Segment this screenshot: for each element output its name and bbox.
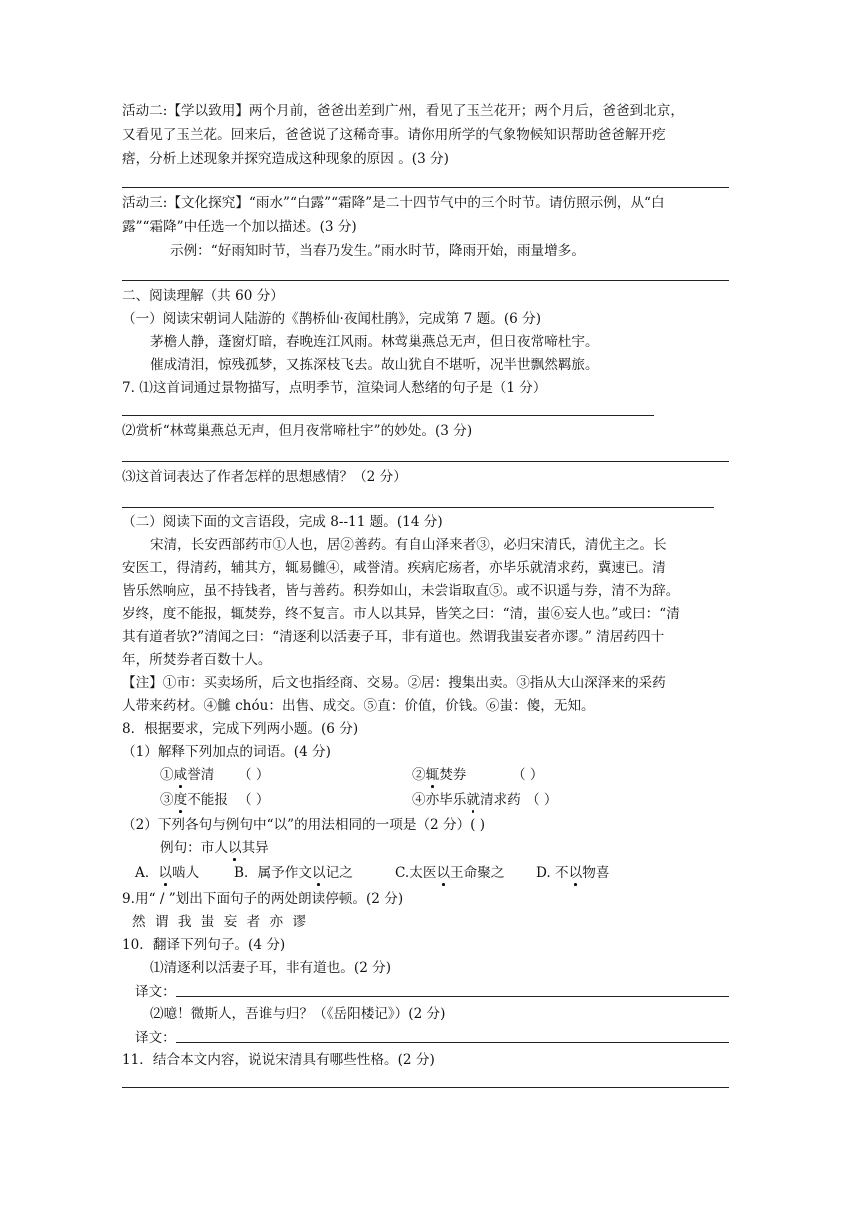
answer-line xyxy=(122,507,714,508)
answer-line xyxy=(122,280,729,281)
passage-line: 岁终，度不能报，辄焚券，终不复言。市人以其异，皆笑之曰：“清，蚩⑥妄人也。”或曰：“清 xyxy=(122,606,680,622)
answer-paren: （ ） xyxy=(512,767,544,783)
annotation-line: 【注】①市：买卖场所，后文也指经商、交易。②居：搜集出卖。③指从大山深泽来的采药 xyxy=(122,675,666,691)
question-9-title: 9.用“ / ”划出下面句子的两处朗读停顿。(2 分) xyxy=(122,891,404,907)
passage-line: 其有道者欤?”清闻之曰：“清逐利以活妻子耳，非有道也。然谓我蚩妄者亦谬。” 清居药四十 xyxy=(122,629,665,645)
question-7-1: 7. ⑴这首词通过景物描写，点明季节，渲染词人愁绪的句子是（1 分） xyxy=(122,380,547,396)
question-9-sentence: 然 谓 我 蚩 妄 者 亦 谬 xyxy=(132,914,306,930)
answer-line xyxy=(176,1042,729,1043)
example-sentence: 例句：市人以其异 xyxy=(160,840,269,856)
option-d: D. 不以物喜 xyxy=(536,865,610,881)
question-10-sentence-2: ⑵噫！微斯人，吾谁与归？（《岳阳楼记》）(2 分) xyxy=(150,1006,446,1022)
vocab-item-1: ①咸誉清 xyxy=(160,767,215,783)
answer-paren: （ ） xyxy=(238,792,270,808)
answer-line xyxy=(176,996,729,997)
vocab-item-3: ③度不能报 xyxy=(160,792,228,808)
answer-paren: （ ） xyxy=(238,767,270,783)
question-7-2: ⑵赏析“林莺巢燕总无声，但月夜常啼杜宇”的妙处。(3 分) xyxy=(122,423,473,439)
activity-2-line: 又看见了玉兰花。回来后，爸爸说了这稀奇事。请你用所学的气象物候知识帮助爸爸解开疙 xyxy=(122,127,666,143)
question-8-sub1: （1）解释下列加点的词语。(4 分) xyxy=(122,744,331,760)
activity-3-line: 活动三:【文化探究】“雨水”“白露”“霜降”是二十四节气中的三个时节。请仿照示例，从“白 xyxy=(122,195,665,211)
poem-line: 催成清泪，惊残孤梦，又拣深枝飞去。故山犹自不堪听，况半世飘然羁旅。 xyxy=(150,357,599,373)
question-10-title: 10．翻译下列句子。(4 分) xyxy=(122,937,286,953)
translation-label: 译文： xyxy=(135,984,176,1000)
question-8-sub2: （2）下列各句与例句中“以”的用法相同的一项是（2 分）( ) xyxy=(122,817,486,833)
part-1-intro: （一）阅读宋朝词人陆游的《鹊桥仙·夜闻杜鹃》，完成第 7 题。(6 分) xyxy=(122,311,542,327)
dotted-char: 度 xyxy=(173,792,188,808)
dotted-char: 以 xyxy=(311,865,326,881)
passage-line: 宋清，长安西部药市①人也，居②善药。有自山泽来者③，必归宋清氏，清优主之。长 xyxy=(150,537,667,553)
answer-line xyxy=(122,1087,729,1088)
passage-line: 安医工，得清药，辅其方，辄易雠④，咸誉清。疾病庀疡者，亦毕乐就清求药，冀速已。清 xyxy=(122,560,666,576)
option-a: A．以啮人 xyxy=(135,865,200,881)
option-b: B．属予作文以记之 xyxy=(234,865,353,881)
activity-3-example: 示例：“好雨知时节，当春乃发生。”雨水时节，降雨开始，雨量增多。 xyxy=(170,243,585,259)
passage-line: 皆乐然响应，虽不持钱者，皆与善药。积券如山，未尝诣取直⑤。或不识遥与券，清不为辞。 xyxy=(122,583,680,599)
dotted-char: 以 xyxy=(158,865,173,881)
dotted-char: 以 xyxy=(436,865,451,881)
part-2-intro: （二）阅读下面的文言语段，完成 8--11 题。(14 分) xyxy=(122,514,443,530)
option-c: C.太医以王命聚之 xyxy=(395,865,505,881)
activity-2-line: 瘩，分析上述现象并探究造成这种现象的原因 。(3 分) xyxy=(122,151,449,167)
dotted-char: 咸 xyxy=(173,767,188,783)
answer-line xyxy=(122,187,729,188)
answer-line xyxy=(122,415,654,416)
dotted-char: 就 xyxy=(466,792,480,808)
vocab-item-2: ②辄焚券 xyxy=(412,767,467,783)
poem-line: 茅檐人静，蓬窗灯暗，春晚连江风雨。林莺巢燕总无声，但日夜常啼杜宇。 xyxy=(150,334,599,350)
answer-line xyxy=(122,461,729,462)
passage-line: 年，所焚券者百数十人。 xyxy=(122,652,272,668)
section-title: 二、阅读理解（共 60 分） xyxy=(122,288,284,304)
vocab-item-4: ④亦毕乐就清求药 xyxy=(412,792,521,808)
annotation-line: 人带来药材。④雠 chóu：出售、成交。⑤直：价值，价钱。⑥蚩：傻，无知。 xyxy=(122,698,595,714)
question-8-title: 8．根据要求，完成下列两小题。(6 分) xyxy=(122,721,359,737)
translation-label: 译文： xyxy=(135,1030,176,1046)
activity-3-line: 露”“霜降”中任选一个加以描述。(3 分) xyxy=(122,219,357,235)
dotted-char: 辄 xyxy=(425,767,440,783)
answer-paren: （ ） xyxy=(526,792,558,808)
dotted-char: 以 xyxy=(568,865,583,881)
question-10-sentence-1: ⑴清逐利以活妻子耳，非有道也。(2 分) xyxy=(150,960,392,976)
question-11-title: 11．结合本文内容，说说宋清具有哪些性格。(2 分) xyxy=(122,1052,435,1068)
question-7-3: ⑶这首词表达了作者怎样的思想感情？（2 分） xyxy=(122,469,407,485)
activity-2-line: 活动二:【学以致用】两个月前，爸爸出差到广州，看见了玉兰花开；两个月后，爸爸到北京， xyxy=(122,103,684,119)
dotted-char: 以 xyxy=(227,840,242,856)
